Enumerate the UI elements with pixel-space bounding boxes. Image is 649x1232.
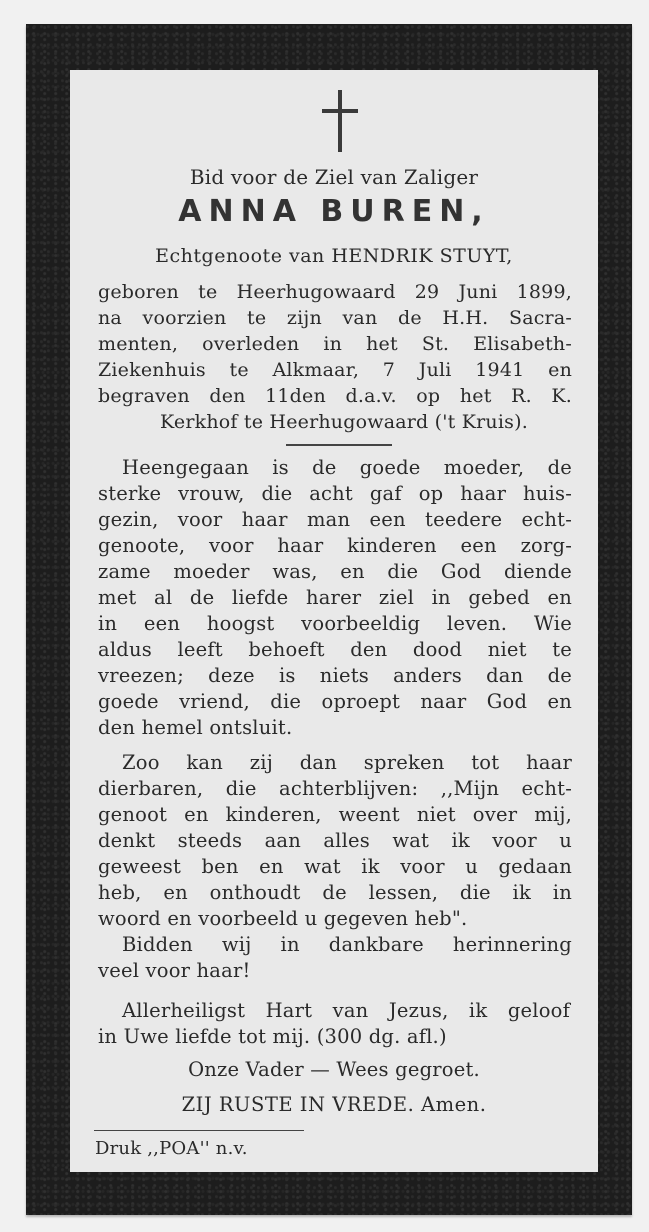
eulogy-line: met al de liefde harer ziel in gebed en: [98, 586, 572, 609]
eulogy-line: vreezen; deze is niets anders dan de: [98, 664, 572, 687]
eulogy-line: sterke vrouw, die acht gaf op haar huis-: [98, 482, 572, 505]
deceased-name: ANNA BUREN,: [178, 194, 490, 229]
farewell-line: denkt steeds aan alles wat ik voor u: [98, 829, 572, 852]
eulogy-line: in een hoogst voorbeeldig leven. Wie: [98, 612, 572, 635]
farewell-line: genoot en kinderen, weent niet over mij,: [98, 803, 572, 826]
farewell-line: Zoo kan zij dan spreken tot haar: [122, 751, 572, 774]
request-line: veel voor haar!: [98, 959, 251, 982]
biography-line: Ziekenhuis te Alkmaar, 7 Juli 1941 en: [98, 359, 572, 381]
prayer-line: Allerheiligst Hart van Jezus, ik geloof: [122, 999, 570, 1022]
prayers-line: Onze Vader — Wees gegroet.: [188, 1058, 480, 1081]
farewell-line: heb, en onthoudt de lessen, die ik in: [98, 881, 572, 904]
cross-icon: [322, 90, 358, 152]
eulogy-line: goede vriend, die oproept naar God en: [98, 690, 572, 713]
biography-line: begraven den 11den d.a.v. op het R. K.: [98, 385, 572, 407]
request-line: Bidden wij in dankbare herinnering: [122, 933, 572, 956]
spouse-line: Echtgenoote van HENDRIK STUYT,: [155, 245, 513, 267]
eulogy-line: den hemel ontsluit.: [98, 716, 293, 739]
divider-rule: [286, 444, 392, 446]
biography-line: menten, overleden in het St. Elisabeth-: [98, 333, 572, 355]
printer-line: Druk ,,POA'' n.v.: [95, 1138, 248, 1159]
eulogy-line: genoote, voor haar kinderen een zorg-: [98, 534, 572, 557]
biography-line: geboren te Heerhugowaard 29 Juni 1899,: [98, 281, 572, 303]
biography-line: Kerkhof te Heerhugowaard ('t Kruis).: [160, 411, 528, 433]
eulogy-line: Heengegaan is de goede moeder, de: [122, 456, 572, 479]
farewell-line: dierbaren, die achterblijven: ,,Mijn echt-: [98, 777, 572, 800]
printer-rule: [94, 1130, 304, 1131]
intro-line: Bid voor de Ziel van Zaliger: [189, 165, 479, 189]
farewell-line: geweest ben en wat ik voor u gedaan: [98, 855, 572, 878]
eulogy-line: zame moeder was, en die God diende: [98, 560, 572, 583]
biography-line: na voorzien te zijn van de H.H. Sacra-: [98, 307, 572, 329]
farewell-line: woord en voorbeeld u gegeven heb".: [98, 907, 468, 930]
prayer-line: in Uwe liefde tot mij. (300 dg. afl.): [98, 1025, 447, 1048]
rest-in-peace-line: ZIJ RUSTE IN VREDE. Amen.: [181, 1093, 487, 1116]
eulogy-line: aldus leeft behoeft den dood niet te: [98, 638, 572, 661]
eulogy-line: gezin, voor haar man een teedere echt-: [98, 508, 572, 531]
